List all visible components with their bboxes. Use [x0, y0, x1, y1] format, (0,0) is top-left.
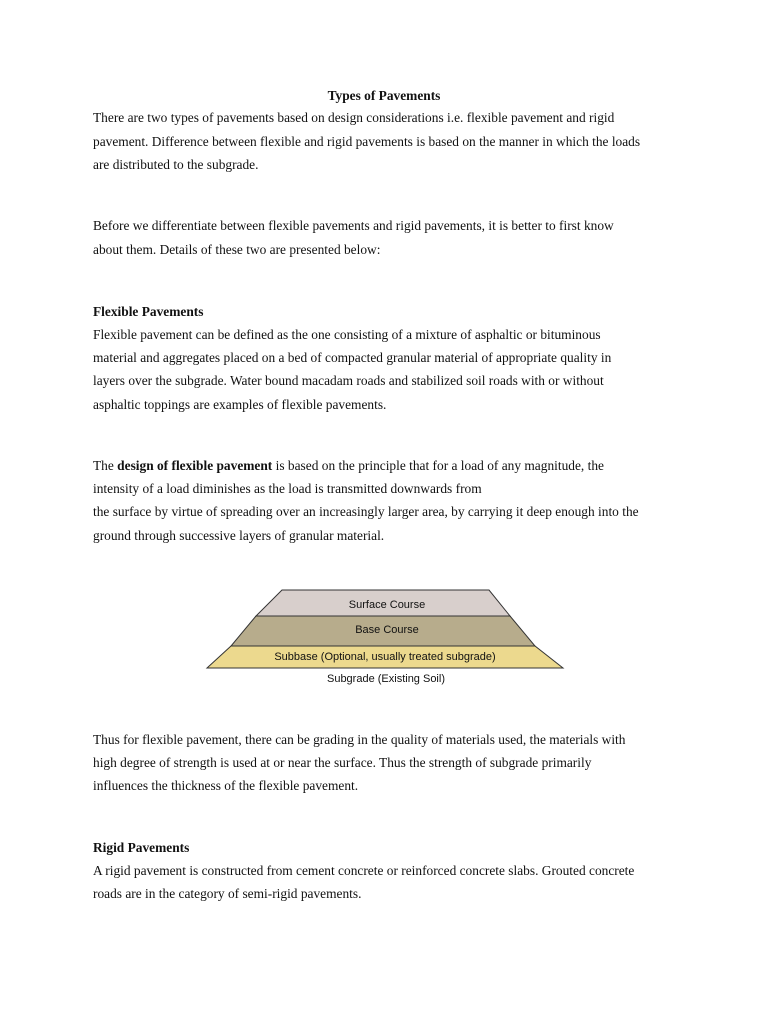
before-line-1: Before we differentiate between flexible pavements and rigid pavements, it is better to first know	[93, 218, 614, 233]
thus-line-1: Thus for flexible pavement, there can be grading in the quality of materials used, the materials with	[93, 732, 626, 747]
flexible-line-2: material and aggregates placed on a bed of compacted granular material of appropriate quality in	[93, 350, 612, 365]
pavement-layers-diagram	[205, 586, 565, 690]
rigid-heading: Rigid Pavements	[93, 840, 190, 855]
design-line-3: the surface by virtue of spreading over an increasingly larger area, by carrying it deep enough into the	[93, 504, 639, 519]
intro-line-2: pavement. Difference between flexible and rigid pavements is based on the manner in which the loads	[93, 134, 641, 149]
thus-line-2: high degree of strength is used at or near the surface. Thus the strength of subgrade primarily	[93, 755, 592, 770]
page-title: Types of Pavements	[327, 88, 441, 103]
design-bold-term: design of flexible pavement	[117, 458, 273, 473]
flexible-heading: Flexible Pavements	[93, 304, 204, 319]
base-course-label: Base Course	[355, 624, 419, 636]
subgrade-label: Subgrade (Existing Soil)	[326, 673, 446, 685]
intro-line-3: are distributed to the subgrade.	[93, 157, 259, 172]
design-line-2: intensity of a load diminishes as the load is transmitted downwards from	[93, 481, 482, 496]
thus-line-3: influences the thickness of the flexible pavement.	[93, 778, 359, 793]
design-suffix: is based on the principle that for a load of any magnitude, the	[272, 458, 604, 473]
design-line-4: ground through successive layers of granular material.	[93, 528, 385, 543]
intro-line-1: There are two types of pavements based on design considerations i.e. flexible pavement and rigid	[93, 110, 615, 125]
rigid-line-1: A rigid pavement is constructed from cement concrete or reinforced concrete slabs. Grouted concrete	[93, 863, 635, 878]
before-line-2: about them. Details of these two are presented below:	[93, 242, 381, 257]
rigid-line-2: roads are in the category of semi-rigid pavements.	[93, 886, 362, 901]
design-line-1	[93, 457, 693, 475]
surface-course-label: Surface Course	[348, 599, 426, 611]
flexible-line-3: layers over the subgrade. Water bound macadam roads and stabilized soil roads with or without	[93, 373, 604, 388]
subbase-label: Subbase (Optional, usually treated subgrade)	[274, 651, 496, 663]
flexible-line-1: Flexible pavement can be defined as the one consisting of a mixture of asphaltic or bituminous	[93, 327, 601, 342]
flexible-line-4: asphaltic toppings are examples of flexible pavements.	[93, 397, 387, 412]
design-prefix: The	[93, 458, 118, 473]
